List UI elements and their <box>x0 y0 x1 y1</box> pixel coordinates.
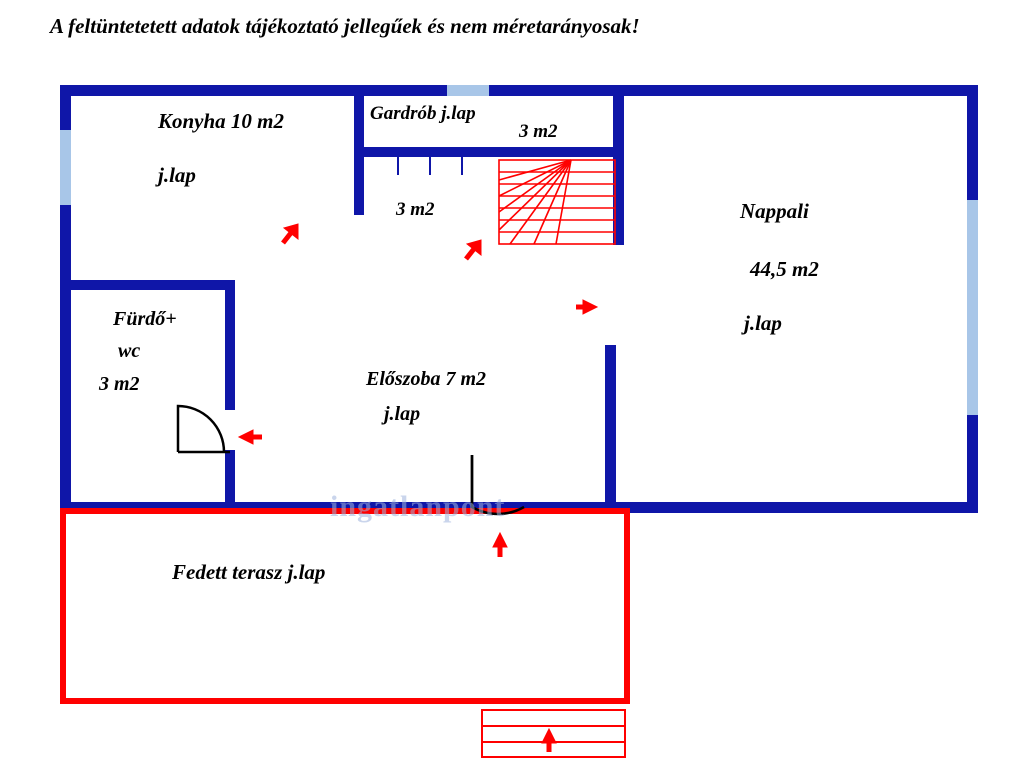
room-label-gardrob-area2: 3 m2 <box>396 199 435 220</box>
wall-ticks <box>398 157 462 175</box>
room-label-nappali-sub: j.lap <box>744 311 782 335</box>
arrow-up-right-stairs <box>466 240 481 259</box>
room-label-gardrob-area: 3 m2 <box>519 121 558 142</box>
page-title: A feltüntetetett adatok tájékoztató jellegűek és nem méretarányosak! <box>50 14 640 38</box>
staircase <box>499 160 615 244</box>
arrow-up-steps <box>542 729 556 752</box>
room-label-eloszoba-sub: j.lap <box>384 403 421 425</box>
interior-walls <box>60 85 624 513</box>
room-label-furdo: Fürdő+ <box>113 308 177 330</box>
watermark: ingatlanpont <box>330 490 506 523</box>
arrow-right-hall <box>576 300 597 314</box>
room-label-gardrob: Gardrób j.lap <box>370 103 476 124</box>
covered-terrace-outline <box>60 508 630 757</box>
room-label-eloszoba: Előszoba 7 m2 <box>366 368 487 390</box>
arrow-up-right-kitchen <box>283 224 298 243</box>
room-label-nappali: Nappali <box>740 199 809 223</box>
direction-arrows <box>239 224 597 752</box>
room-label-konyha: Konyha 10 m2 <box>158 109 285 133</box>
room-label-konyha-sub: j.lap <box>158 163 196 187</box>
room-label-terasz: Fedett terasz j.lap <box>172 560 326 584</box>
arrow-left-bathroom <box>239 430 262 444</box>
room-label-furdo-wc: wc <box>118 340 141 362</box>
arrow-up-terrace <box>493 533 507 557</box>
room-label-nappali-area: 44,5 m2 <box>750 257 819 281</box>
room-label-furdo-area: 3 m2 <box>99 373 140 395</box>
